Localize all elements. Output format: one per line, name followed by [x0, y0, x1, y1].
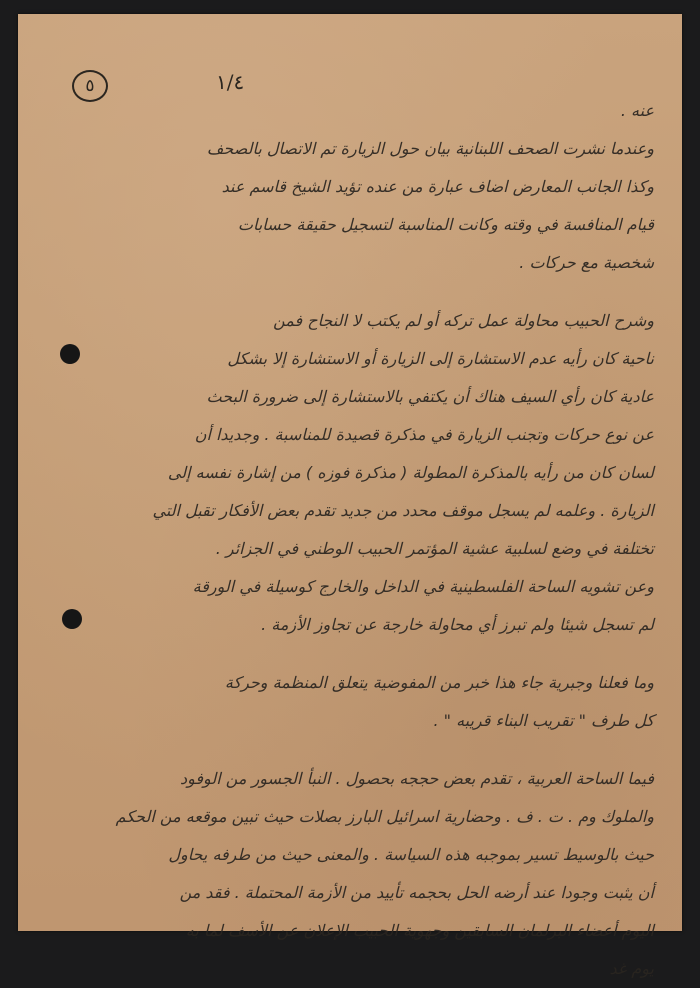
- text-line: وما فعلنا وجبرية جاء هذا خبر من المفوضية يتعلق المنظمة وحركة: [224, 673, 654, 692]
- text-line: كل طرف " تقريب البناء قريبه " .: [433, 711, 654, 730]
- text-line: وعن تشويه الساحة الفلسطينية في الداخل والخارج كوسيلة في الورقة: [192, 577, 654, 596]
- text-line: الزيارة . وعلمه لم يسجل موقف محدد من جديد تقدم بعض الأفكار تقبل التي: [152, 501, 654, 520]
- text-line: وكذا الجانب المعارض اضاف عبارة من عنده تؤيد الشيخ قاسم عند: [221, 177, 654, 196]
- handwritten-text-body: [54, 92, 654, 988]
- text-line: وشرح الحبيب محاولة عمل تركه أو لم يكتب لا النجاح فمن: [273, 311, 654, 330]
- paragraph-gap: [54, 740, 654, 760]
- text-line: قيام المنافسة في وقته وكانت المناسبة لتسجيل حقيقة حسابات: [237, 215, 654, 234]
- text-line: ناحية كان رأيه عدم الاستشارة إلى الزيارة أو الاستشارة إلا بشكل: [227, 349, 654, 368]
- text-line: تختلفة في وضع لسلبية عشية المؤتمر الحبيب الوطني في الجزائر .: [215, 539, 654, 558]
- text-line: وعندما نشرت الصحف اللبنانية بيان حول الزيارة تم الاتصال بالصحف: [206, 139, 654, 158]
- text-line: اليوم أعضاء البرلمان السابقين وجهوية الحبيب الإعلان عن الأسف لما به: [185, 921, 654, 940]
- page-fraction: ١/٤: [216, 70, 245, 94]
- text-line: شخصية مع حركات .: [519, 253, 654, 272]
- text-line: لسان كان من رأيه بالمذكرة المطولة ( مذكرة فوزه ) من إشارة نفسه إلى: [167, 463, 654, 482]
- text-line: والملوك وم . ت . ف . وحضارية اسرائيل البارز بصلات حيث تبين موقعه من الحكم: [115, 807, 654, 826]
- paragraph-gap: [54, 644, 654, 664]
- text-line: عن نوع حركات وتجنب الزيارة في مذكرة قصيدة للمناسبة . وجديدا أن: [194, 425, 654, 444]
- text-line: لم تسجل شيئا ولم تبرز أي محاولة خارجة عن تجاوز الأزمة .: [261, 615, 654, 634]
- text-line: حيث بالوسيط تسير بموجبه هذه السياسة . والمعنى حيث من طرفه يحاول: [168, 845, 654, 864]
- text-line: عنه .: [620, 101, 654, 120]
- document-page: [18, 14, 682, 978]
- text-line: أن يثبت وجودا عند أرضه الحل بحجمه تأييد من الأزمة المحتملة . فقد من: [179, 883, 654, 902]
- text-line: يوم غد: [609, 959, 654, 978]
- text-line: فيما الساحة العربية ، تقدم بعض حججه بحصول . النبأ الجسور من الوفود: [180, 769, 654, 788]
- text-line: عادية كان رأي السيف هناك أن يكتفي بالاستشارة إلى ضرورة البحث: [206, 387, 654, 406]
- paragraph-gap: [54, 282, 654, 302]
- page-number-circled: ٥: [72, 70, 108, 102]
